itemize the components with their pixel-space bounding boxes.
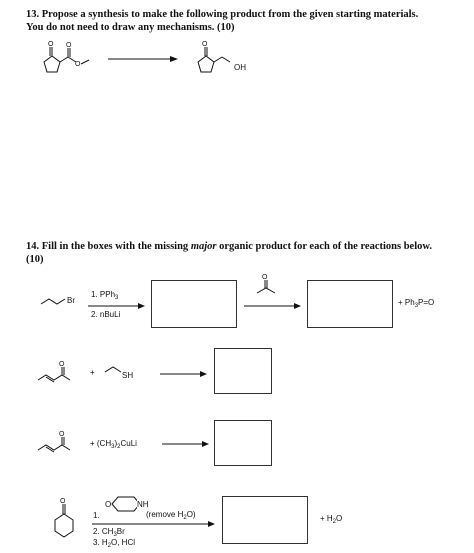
r4-remove-water-note: (remove $H_2O$) — [146, 510, 196, 521]
r2-arrow — [160, 370, 208, 378]
r2-enone-structure — [36, 358, 84, 388]
svg-text:O: O — [59, 361, 65, 368]
question-14-title — [26, 240, 432, 266]
r4-cyclohexanone-structure — [44, 494, 84, 544]
r1-step2-reagent: 2. nBuLi — [91, 310, 121, 319]
svg-text:O: O — [48, 41, 54, 48]
r1-step1-reagent: 1. PPh$_3$ — [91, 290, 119, 301]
q14-line1-post: organic product for each of the reactions below. — [216, 241, 433, 252]
r2-answer-box[interactable] — [214, 348, 272, 394]
q13-reaction-arrow — [108, 55, 178, 63]
r1-ketone-structure — [252, 276, 282, 298]
svg-text:O: O — [59, 431, 65, 438]
question-14-line1 — [26, 240, 432, 253]
r3-cuprate-reagent: + $(CH_3)_2CuLi$ — [90, 439, 137, 450]
q14-line1-emphasis: major — [190, 241, 217, 252]
svg-text:O: O — [75, 61, 81, 68]
r4-byproduct: + $H_2O$ — [320, 514, 343, 525]
r4-step1-number: 1. — [93, 511, 100, 520]
q13-product-oh-label: OH — [234, 63, 246, 72]
r3-answer-box[interactable] — [214, 420, 272, 466]
r2-plus-sign: + — [90, 368, 95, 377]
question-13-line1: 13. Propose a synthesis to make the following product from the given starting materials. — [26, 9, 419, 20]
svg-text:O: O — [60, 498, 66, 505]
svg-text:O: O — [66, 42, 72, 49]
question-13-title — [26, 8, 418, 34]
r4-morpholine-o-label: O — [105, 500, 112, 509]
q14-line1-pre: 14. Fill in the boxes with the missing — [26, 241, 191, 252]
r1-arrow-2 — [244, 302, 302, 310]
r3-enone-structure — [36, 428, 84, 458]
question-13-line2: You do not need to draw any mechanisms. (10) — [26, 22, 235, 33]
r1-answer-box-2[interactable] — [307, 280, 393, 328]
r1-br-label: Br — [67, 296, 75, 305]
r4-step2-reagent: 2. $CH_3Br$ — [93, 527, 125, 538]
svg-text:O: O — [202, 41, 208, 48]
svg-text:O: O — [262, 274, 268, 281]
r4-answer-box[interactable] — [222, 496, 308, 544]
r1-arrow-1 — [88, 302, 146, 310]
r3-arrow — [162, 440, 210, 448]
r1-answer-box-1[interactable] — [151, 280, 237, 328]
r4-step3-reagent: 3. $H_2O$, HCl — [93, 538, 136, 549]
q13-starting-material-structure — [34, 40, 104, 80]
r4-morpholine-nh-label: NH — [137, 500, 149, 509]
question-14-line2: (10) — [26, 254, 44, 265]
q13-product-structure — [194, 40, 264, 80]
r2-sh-label: SH — [122, 371, 134, 380]
r1-byproduct: + $Ph_3P=O$ — [398, 298, 435, 309]
